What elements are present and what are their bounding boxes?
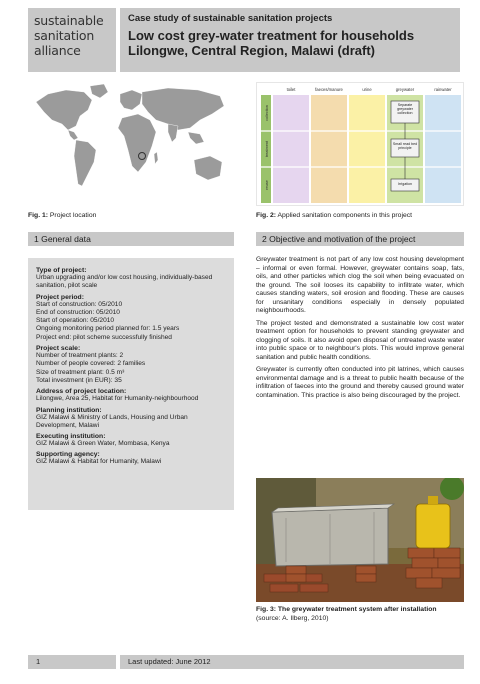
components-matrix [257,83,465,207]
period-start-operation: Start of operation: 05/2010 [36,317,115,325]
section-objective-heading: 2 Objective and motivation of the project [256,232,464,246]
period-end-construction: End of construction: 05/2010 [36,308,120,316]
box-irrigation: Irrigation [398,182,412,186]
logo-line-1: sustainable [34,13,104,28]
period-monitoring: Ongoing monitoring period planned for: 1.5 years [36,325,180,333]
document-title-line-2: Lilongwe, Central Region, Malawi (draft) [128,43,376,58]
logo-line-3: alliance [34,43,81,58]
general-data-box [28,258,234,510]
scale-total-investment: Total investment (in EUR): 35 [36,376,122,384]
col-label-faeces: faeces/manure [315,87,343,92]
fig3-caption [256,606,464,623]
box-separate-collection: Separate greywater collection [397,103,413,116]
project-scale-heading: Project scale: [36,345,81,353]
paragraph: The project tested and demonstrated a sustainable low cost water treatment option for households to prevent standing greywater and clogging of soils. It also avoid open disposal of untreated waste water into public space or to neighbour's plots. This would improve general sanitation and public health conditions. [256,319,464,361]
scale-plant-size: Size of treatment plant: 0.5 m³ [36,368,125,376]
planning-institution-heading: Planning institution: [36,406,102,414]
fig3-caption-title: Fig. 3: The greywater treatment system after installation [256,606,437,613]
paragraph: Greywater treatment is not part of any low cost housing development – informal or even formal. However, greywater contains soap, fats, oils, and other particles which clog the soil when being evacuated on the ground. The soil looses its capability to infiltrate water, which causes standing waters, soil erosion and flooding. These are causes for unsanitary conditions especially in densely populated neighbourhoods. [256,256,464,314]
scale-people-covered: Number of people covered: 2 families [36,360,146,368]
period-start-construction: Start of construction: 05/2010 [36,300,123,308]
type-of-project-heading: Type of project: [36,267,87,274]
row-label-treatment: treatment [265,140,269,158]
last-updated: Last updated: June 2012 [120,655,464,669]
paragraph: Greywater is currently often conducted into pit latrines, which causes environmental damage and is a threat to public health because of the infiltration of faeces into the ground and thereby caused ground water contamination. This practice is also being discouraged by the project. [256,366,464,399]
project-period-heading: Project period: [36,293,84,301]
row-label-collection: collection [265,105,269,121]
row-label-reuse: reuse [265,180,269,190]
section-general-data-heading: 1 General data [28,232,234,246]
case-study-label: Case study of sustainable sanitation projects [128,13,333,24]
fig2-caption [256,212,412,219]
address-heading: Address of project location: [36,388,127,396]
fig1-caption-text: Project location [48,212,97,219]
document-title-line-1: Low cost grey-water treatment for households [128,28,415,43]
executing-institution-heading: Executing institution: [36,433,106,441]
fig2-caption-text: Applied sanitation components in this project [276,212,413,219]
col-label-rainwater: rainwater [434,87,452,92]
executing-institution-text: GIZ Malawi & Green Water, Mombasa, Kenya [36,440,170,448]
fig1-caption [28,212,96,219]
header-bar [120,8,460,72]
supporting-agency-text: GIZ Malawi & Habitat for Humanity, Malawi [36,458,162,466]
logo-line-2: sanitation [34,28,95,43]
world-map [28,80,236,206]
greywater-system-photo [256,478,464,602]
supporting-agency-heading: Supporting agency: [36,451,100,459]
col-label-toilet: toilet [286,87,296,92]
objective-body-text [256,256,464,404]
fig2-caption-label: Fig. 2: [256,212,277,219]
period-project-end: Project end: pilot scheme successfully finished [36,333,172,341]
scale-treatment-plants: Number of treatment plants: 2 [36,352,124,360]
fig3-caption-source: (source: A. Ilberg, 2010) [256,614,329,622]
type-of-project-text: Urban upgrading and/or low cost housing, individually-based sanitation, pilot scale [36,274,213,290]
address-text: Lilongwe, Area 25, Habitat for Humanity-neighbourhood [36,395,199,403]
photo-illustration [256,478,464,602]
col-label-greywater: greywater [395,87,415,92]
sanitation-components-diagram [256,82,464,206]
page-number: 1 [28,655,116,669]
planning-institution-text: GIZ Malawi & Ministry of Lands, Housing and Urban Development, Malawi [36,413,188,429]
box-reed-bed: Small read bed principle [392,142,418,151]
col-label-urine: urine [362,87,372,92]
project-location-map [28,80,236,206]
sustainable-sanitation-alliance-logo [28,8,116,72]
fig1-caption-label: Fig. 1: [28,212,49,219]
